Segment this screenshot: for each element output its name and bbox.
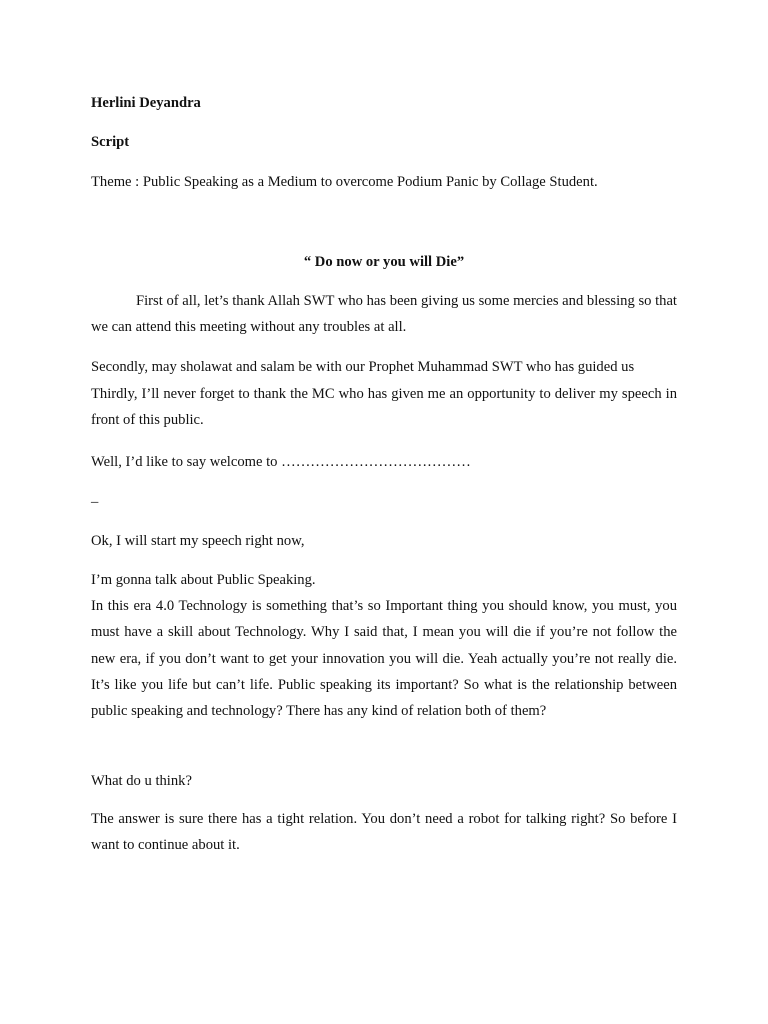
paragraph-sholawat: Secondly, may sholawat and salam be with our Prophet Muhammad SWT who has guided us [91, 359, 635, 375]
paragraph-opening: First of all, let’s thank Allah SWT who has been giving us some mercies and blessing so that we can attend this meeting without any troubles at all. [91, 293, 677, 336]
paragraph-welcome: Well, I’d like to say welcome to ………………………………… [91, 454, 471, 470]
paragraph-start: Ok, I will start my speech right now, [91, 533, 305, 549]
script-label: Script [91, 134, 130, 150]
theme-line: Theme : Public Speaking as a Medium to overcome Podium Panic by Collage Student. [91, 174, 598, 190]
author-name: Herlini Deyandra [91, 95, 201, 111]
speech-title: “ Do now or you will Die” [303, 254, 465, 270]
paragraph-topic: I’m gonna talk about Public Speaking. [91, 572, 316, 588]
paragraph-technology: In this era 4.0 Technology is something that’s so Important thing you should know, you must, you must have a skill about Technology. Why I said that, I mean you will die if you’re not follow the new era, if you don’t want to get your innovation you will die. Yeah actually you’re not really die. It’s like you life but can’t life. Public speaking its important? So what is the relationship between public speaking and technology? There has any kind of relation both of them? [91, 598, 677, 720]
dash-line: – [91, 494, 99, 510]
paragraph-question: What do u think? [91, 773, 192, 789]
paragraph-thanks-mc: Thirdly, I’ll never forget to thank the MC who has given me an opportunity to deliver my speech in front of this public. [91, 386, 677, 429]
paragraph-answer: The answer is sure there has a tight relation. You don’t need a robot for talking right? So before I want to continue about it. [91, 811, 677, 854]
